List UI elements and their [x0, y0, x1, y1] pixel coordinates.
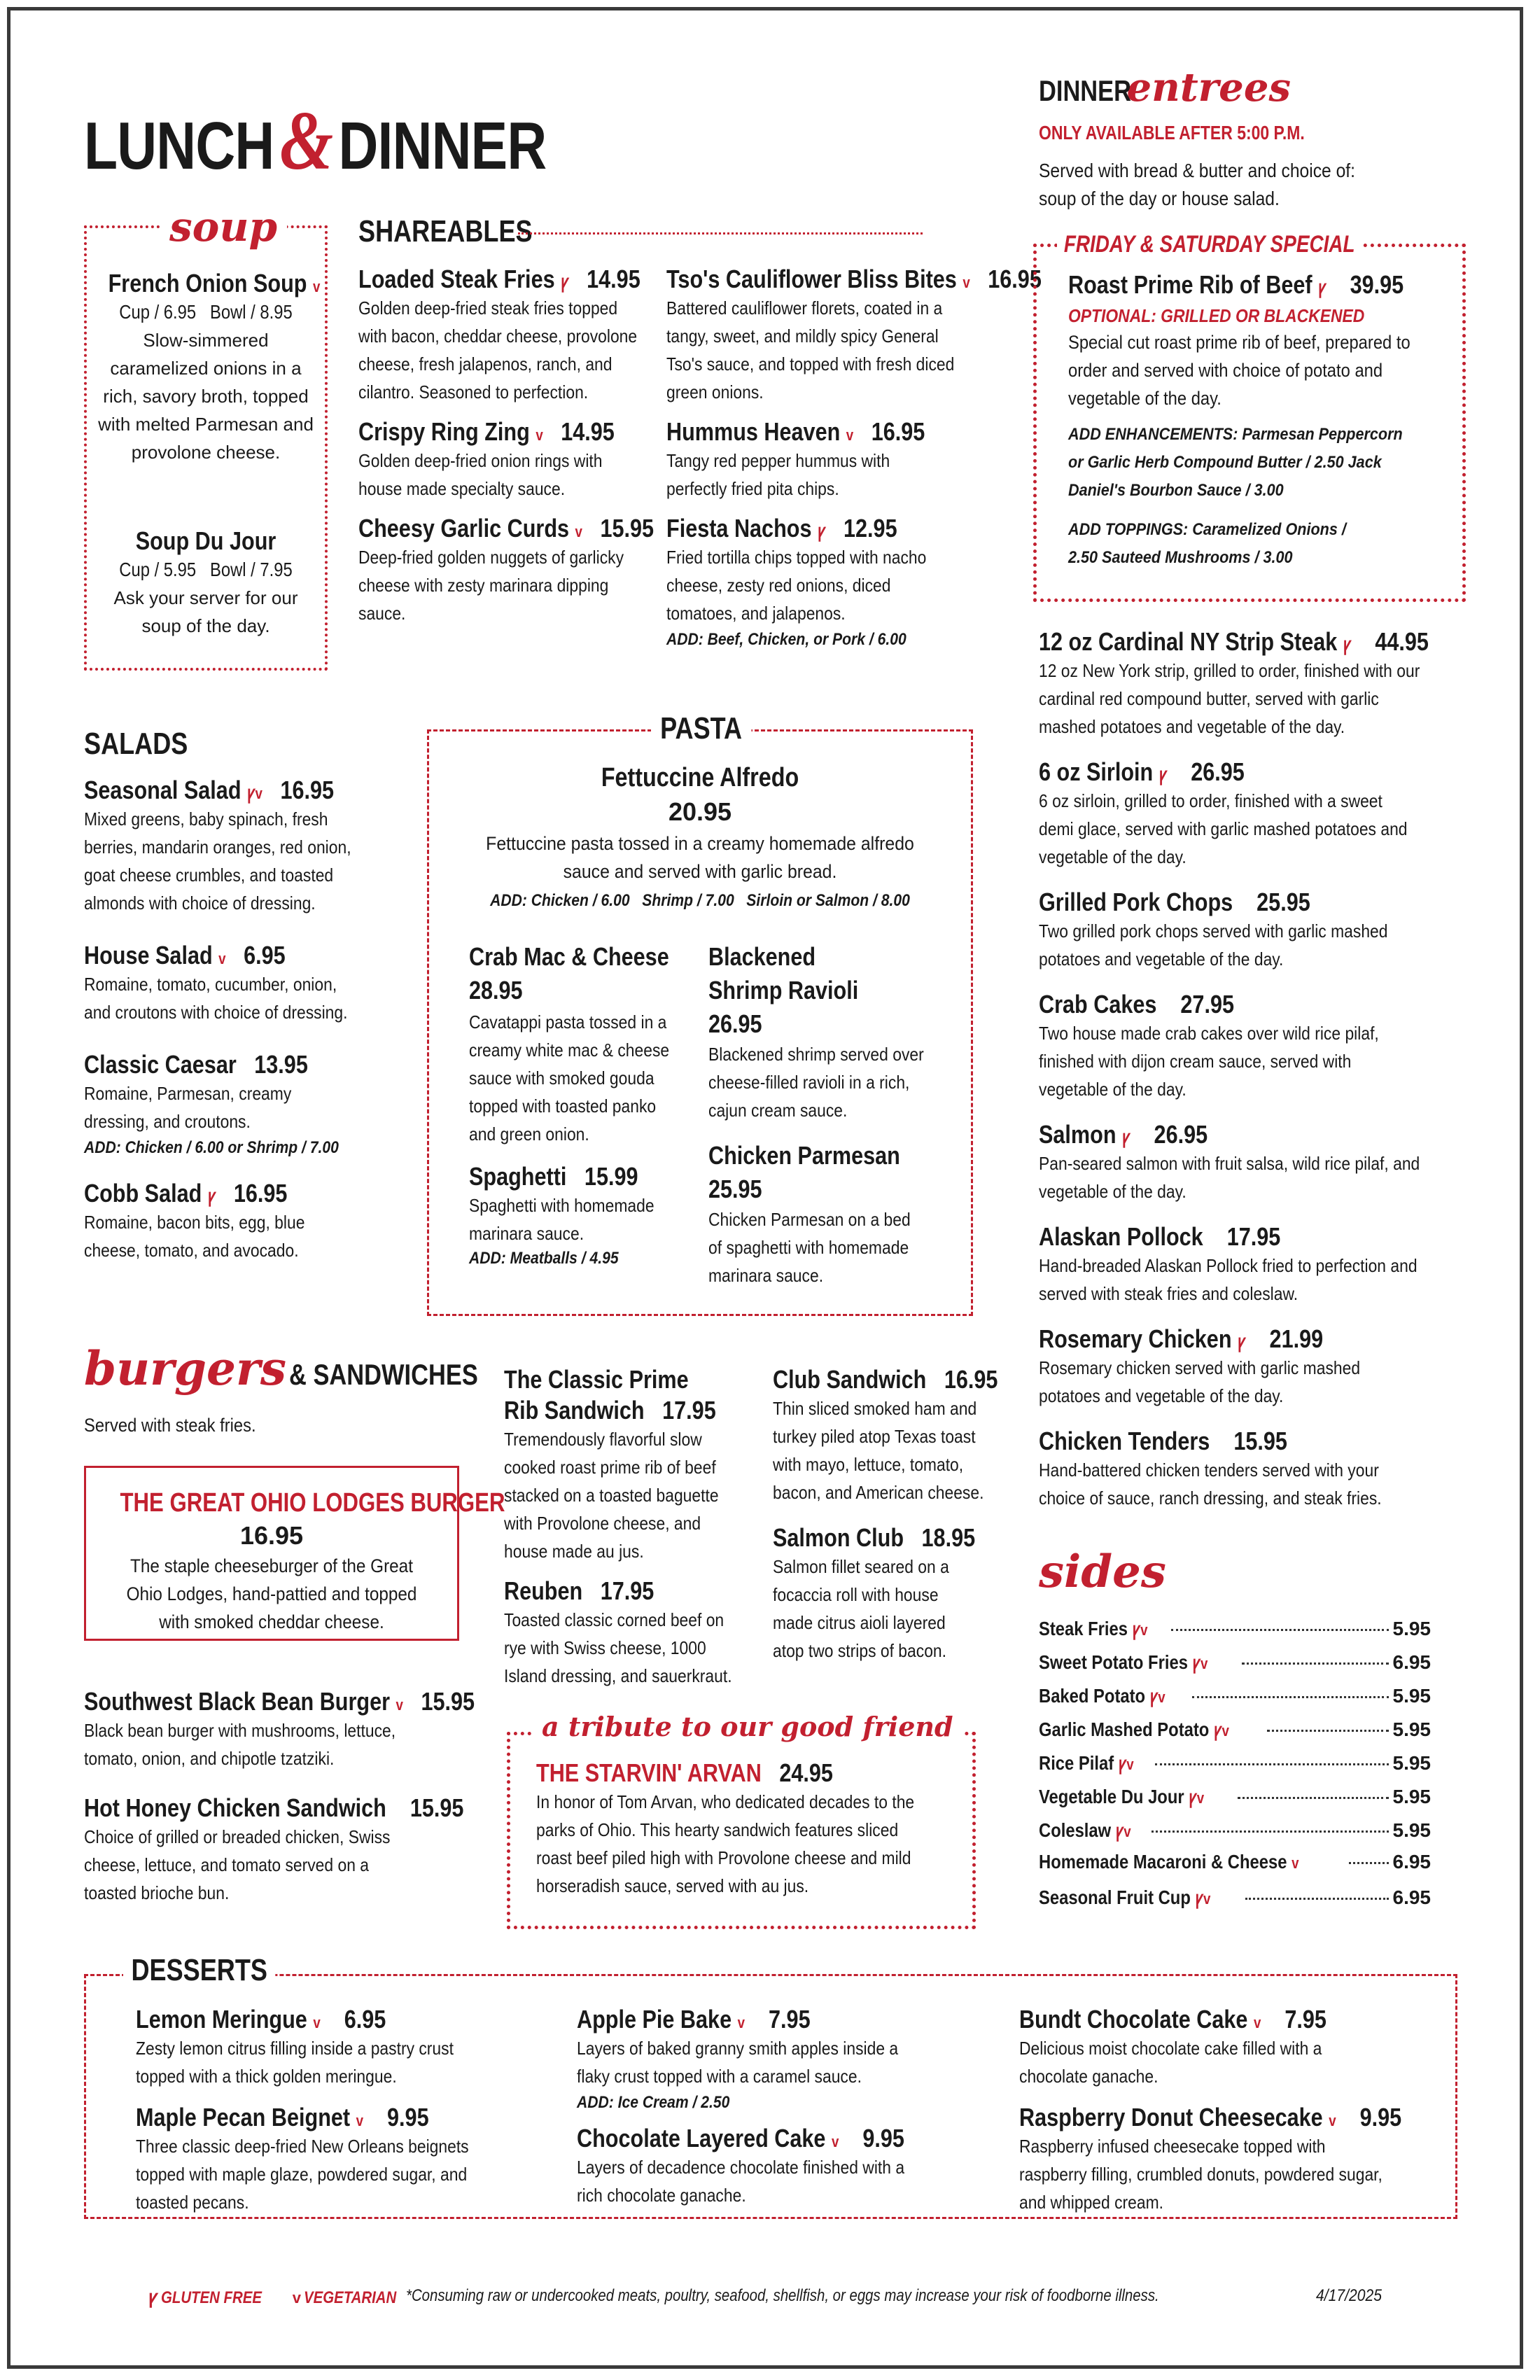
- shareables-rule: [518, 232, 923, 234]
- menu-item: Salmon Club 18.95 Salmon fillet seared on a focaccia roll with house made citrus aioli layered atop two strips of bacon.: [773, 1523, 976, 1661]
- desserts-col-1: [136, 2005, 542, 2216]
- vegetarian-icon: v: [1222, 1722, 1229, 1740]
- vegetarian-icon: v: [292, 2289, 302, 2306]
- menu-item: House Salad v 6.95 Romaine, tomato, cucumber, onion, and croutons with choice of dressing.: [84, 941, 348, 1023]
- special-option: OPTIONAL: GRILLED OR BLACKENED: [1068, 305, 1365, 326]
- menu-item: Reuben 17.95 Toasted classic corned beef on rye with Swiss cheese, 1000 Island dressing, and sauerkraut.: [504, 1576, 732, 1686]
- gluten-free-icon: ꝩ: [1158, 764, 1168, 785]
- pasta-feature-name: Fettuccine Alfredo: [601, 763, 799, 792]
- vegetarian-icon: v: [1253, 2014, 1261, 2031]
- menu-item: Grilled Pork Chops 25.95 Two grilled pork chops served with garlic mashed potatoes and vegetable of the day.: [1039, 888, 1388, 969]
- vegetarian-icon: v: [1158, 1688, 1166, 1706]
- vegetarian-icon: v: [356, 2112, 364, 2129]
- salads-col: [84, 776, 413, 1264]
- gluten-free-icon: ꝩ: [1318, 276, 1326, 298]
- vegetarian-icon: v: [575, 523, 582, 540]
- burgers-left-col: [84, 1687, 476, 1907]
- side-item: Vegetable Du Jour ꝩv 5.95: [1039, 1786, 1431, 1807]
- menu-item: Lemon Meringue v 6.95 Zesty lemon citrus filling inside a pastry crust topped with a thick golden meringue.: [136, 2005, 454, 2087]
- pasta-feature: [434, 763, 966, 911]
- special-heading: FRIDAY & SATURDAY SPECIAL: [1057, 231, 1362, 258]
- page-title: [84, 92, 546, 189]
- gluten-free-icon: ꝩ: [1149, 1686, 1158, 1707]
- menu-item: Club Sandwich 16.95 Thin sliced smoked ham and turkey piled atop Texas toast with mayo, lettuce, tomato, bacon, and American cheese.: [773, 1365, 998, 1503]
- menu-item: Chocolate Layered Cake v 9.95 Layers of decadence chocolate finished with a rich chocolate ganache.: [577, 2124, 905, 2206]
- gluten-free-icon: ꝩ: [1213, 1719, 1222, 1740]
- side-item: Steak Fries ꝩv 5.95: [1039, 1618, 1431, 1639]
- featured-burger: [87, 1488, 505, 1636]
- menu-item: Loaded Steak Fries ꝩ 14.95 Golden deep-fried steak fries topped with bacon, cheddar cheese, provolone cheese, fresh jalapenos, ranch, and cilantro. Seasoned to perfection.: [358, 265, 640, 402]
- burgers-heading: [84, 1341, 519, 1396]
- vegetarian-icon: v: [313, 278, 321, 295]
- gluten-free-icon: ꝩ: [1192, 1652, 1201, 1673]
- featured-burger-name: THE GREAT OHIO LODGES BURGER: [120, 1488, 505, 1518]
- menu-item: Spaghetti 15.99 Spaghetti with homemade marinara sauce. ADD: Meatballs / 4.95: [469, 1162, 700, 1268]
- vegetarian-icon: v: [255, 785, 262, 802]
- tribute-item-name: THE STARVIN' ARVAN: [536, 1758, 762, 1787]
- gluten-free-icon: ꝩ: [247, 782, 255, 803]
- gluten-free-icon: ꝩ: [1189, 1786, 1197, 1807]
- footer-date: 4/17/2025: [1316, 2286, 1382, 2305]
- tribute-item-desc: In honor of Tom Arvan, who dedicated decades to the parks of Ohio. This hearty sandwich features sliced roast beef piled high with Provolone cheese and mild horseradish sauce, served with au jus.: [536, 1791, 915, 1896]
- gluten-free-icon: ꝩ: [817, 520, 826, 541]
- title-ampersand: &: [279, 94, 333, 187]
- soup-desc: Slow-simmered caramelized onions in a rich, savory broth, topped with melted Parmesan and provolone cheese.: [98, 330, 314, 463]
- title-dinner: DINNER: [338, 108, 547, 183]
- soup-item: [91, 526, 321, 640]
- gluten-free-icon: ꝩ: [1238, 1331, 1246, 1352]
- gluten-free-icon: ꝩ: [1343, 634, 1352, 654]
- menu-item: Bundt Chocolate Cake v 7.95 Delicious moist chocolate cake filled with a chocolate ganache.: [1019, 2005, 1326, 2087]
- soup-item-name: French Onion Soup: [108, 269, 307, 298]
- menu-item: Hot Honey Chicken Sandwich 15.95 Choice of grilled or breaded chicken, Swiss cheese, lettuce, and tomato served on a toasted brioche bun.: [84, 1793, 464, 1903]
- soup-item: [91, 269, 321, 466]
- special-toppings: ADD TOPPINGS: Caramelized Onions / 2.50 Sauteed Mushrooms / 3.00: [1068, 520, 1346, 567]
- vegetarian-icon: v: [1200, 1655, 1208, 1672]
- gluten-free-legend: GLUTEN FREE: [160, 2288, 262, 2307]
- add-on-text: ADD: Chicken / 6.00 Shrimp / 7.00 Sirloin or Salmon / 8.00: [490, 891, 910, 910]
- footer-disclaimer: *Consuming raw or undercooked meats, poultry, seafood, shellfish, or eggs may increase your risk of foodborne illness.: [406, 2286, 1159, 2305]
- tribute-heading: a tribute to our good friend: [532, 1711, 963, 1742]
- menu-item: Rosemary Chicken ꝩ 21.99 Rosemary chicken served with garlic mashed potatoes and vegetable of the day.: [1039, 1324, 1361, 1406]
- soup-prices: Cup / 6.95 Bowl / 8.95: [119, 301, 293, 323]
- menu-item: 6 oz Sirloin ꝩ 26.95 6 oz sirloin, grilled to order, finished with a sweet demi glace, served with garlic mashed potatoes and vegetable of the day.: [1039, 757, 1408, 867]
- vegetarian-icon: v: [846, 426, 854, 444]
- sides-heading: sides: [1039, 1546, 1166, 1598]
- vegetarian-icon: v: [1292, 1854, 1299, 1872]
- side-item: Seasonal Fruit Cup ꝩv 6.95: [1039, 1886, 1431, 1908]
- gluten-free-icon: ꝩ: [1115, 1820, 1124, 1841]
- burgers-mid-col: [504, 1365, 756, 1690]
- gluten-free-icon: ꝩ: [148, 2286, 158, 2307]
- menu-item: Crab Mac & Cheese 28.95 Cavatappi pasta tossed in a creamy white mac & cheese sauce with smoked gouda topped with toasted panko and green onion.: [469, 942, 670, 1144]
- gluten-free-icon: ꝩ: [1195, 1887, 1203, 1908]
- side-item: Sweet Potato Fries ꝩv 6.95: [1039, 1651, 1431, 1673]
- burgers-heading-rest: & SANDWICHES: [289, 1358, 479, 1391]
- menu-item: Blackened Shrimp Ravioli 26.95 Blackened shrimp served over cheese-filled ravioli in a rich, cajun cream sauce.: [708, 942, 924, 1121]
- entrees-note: Served with bread & butter and choice of: soup of the day or house salad.: [1039, 160, 1356, 209]
- vegetarian-icon: v: [313, 2014, 321, 2031]
- gluten-free-icon: ꝩ: [561, 271, 569, 292]
- desserts-col-2: [577, 2005, 983, 2209]
- menu-item: Raspberry Donut Cheesecake v 9.95 Raspberry infused cheesecake topped with raspberry filling, crumbled donuts, powdered sugar, and whipped cream.: [1019, 2103, 1402, 2213]
- entrees-availability: ONLY AVAILABLE AFTER 5:00 P.M.: [1039, 122, 1305, 144]
- vegetarian-icon: v: [218, 950, 226, 967]
- pasta-feature-desc: Fettuccine pasta tossed in a creamy homemade alfredo sauce and served with garlic bread.: [486, 833, 914, 882]
- menu-item: Cheesy Garlic Curds v 15.95 Deep-fried golden nuggets of garlicky cheese with zesty marinara dipping sauce.: [358, 514, 654, 624]
- vegetarian-icon: v: [737, 2014, 746, 2031]
- add-on-text: ADD: Meatballs / 4.95: [469, 1249, 619, 1268]
- featured-burger-desc: The staple cheeseburger of the Great Ohio Lodges, hand-pattied and topped with smoked cheddar cheese.: [126, 1555, 417, 1632]
- vegetarian-icon: v: [1329, 2112, 1336, 2129]
- menu-item: 12 oz Cardinal NY Strip Steak ꝩ 44.95 12 oz New York strip, grilled to order, finished with our cardinal red compound butter, served with garlic mashed potatoes and vegetable of the day.: [1039, 627, 1429, 737]
- add-on-text: ADD: Ice Cream / 2.50: [577, 2093, 730, 2112]
- side-item: Coleslaw ꝩv 5.95: [1039, 1819, 1431, 1841]
- menu-item: Southwest Black Bean Burger v 15.95 Black bean burger with mushrooms, lettuce, tomato, onion, and chipotle tzatziki.: [84, 1687, 475, 1769]
- vegetarian-icon: v: [1124, 1823, 1131, 1840]
- menu-item: Cobb Salad ꝩ 16.95 Romaine, bacon bits, egg, blue cheese, tomato, and avocado.: [84, 1179, 305, 1261]
- special-item: Roast Prime Rib of Beef ꝩ 39.95 OPTIONAL: GRILLED OR BLACKENED Special cut roast prime rib of beef, prepared to order and served with choice of potato and vegetable of the day. ADD ENHANCEMENTS: Parmesan Peppercorn or Garlic Herb Compound Butter / 2.50 Jack Daniel's Bourbon Sauce / 3.00 ADD TOPPINGS: Caramelized Onions / 2.50 Sauteed Mushrooms / 3.00: [1068, 270, 1453, 572]
- gluten-free-icon: ꝩ: [207, 1185, 216, 1206]
- burgers-heading-script: burgers: [84, 1341, 286, 1396]
- soup-prices: Cup / 5.95 Bowl / 7.95: [119, 559, 293, 580]
- soup-heading: soup: [160, 203, 287, 251]
- burgers-note: Served with steak fries.: [84, 1415, 256, 1436]
- add-on-text: ADD: Chicken / 6.00 or Shrimp / 7.00: [84, 1138, 339, 1157]
- menu-item: Classic Caesar 13.95 Romaine, Parmesan, creamy dressing, and croutons. ADD: Chicken / 6.00 or Shrimp / 7.00: [84, 1050, 413, 1158]
- menu-item: Tso's Cauliflower Bliss Bites v 16.95 Battered cauliflower florets, coated in a tangy, sweet, and mildly spicy General Tso's sauce, and topped with fresh diced green onions.: [666, 265, 1042, 402]
- vegetarian-icon: v: [1126, 1756, 1134, 1773]
- desserts-heading: DESSERTS: [123, 1953, 275, 1988]
- add-on-text: ADD: Beef, Chicken, or Pork / 6.00: [666, 630, 906, 649]
- footer-legend: [148, 2283, 413, 2309]
- menu-item: Chicken Tenders 15.95 Hand-battered chicken tenders served with your choice of sauce, ranch dressing, and steak fries.: [1039, 1427, 1382, 1508]
- title-lunch: LUNCH: [84, 108, 274, 183]
- vegetarian-icon: v: [962, 274, 970, 291]
- shareables-heading: SHAREABLES: [358, 214, 533, 248]
- menu-item: Crab Cakes 27.95 Two house made crab cakes over wild rice pilaf, finished with dijon cream sauce, served with vegetable of the day.: [1039, 990, 1379, 1100]
- salads-heading: SALADS: [84, 727, 188, 761]
- side-item: Baked Potato ꝩv 5.95: [1039, 1685, 1431, 1707]
- vegetarian-legend: VEGETARIAN: [304, 2288, 397, 2307]
- tribute-item-price: 24.95: [779, 1758, 833, 1787]
- vegetarian-icon: v: [396, 1696, 403, 1714]
- pasta-left-col: [469, 942, 700, 1268]
- shareables-left-col: [358, 265, 652, 627]
- menu-item: The Classic Prime Rib Sandwich 17.95 Tremendously flavorful slow cooked roast prime rib of beef stacked on a toasted baguette with Provolone cheese, and house made au jus.: [504, 1365, 719, 1562]
- pasta-feature-price: 20.95: [668, 797, 732, 826]
- vegetarian-icon: v: [831, 2133, 839, 2150]
- menu-item: Chicken Parmesan 25.95 Chicken Parmesan on a bed of spaghetti with homemade marinara sauce.: [708, 1141, 911, 1286]
- special-desc: Special cut roast prime rib of beef, prepared to order and served with choice of potato and vegetable of the day.: [1068, 332, 1410, 409]
- pasta-right-col: [708, 942, 960, 1289]
- side-item: Homemade Macaroni & Cheese v 6.95: [1039, 1851, 1431, 1872]
- entrees-heading: [1039, 64, 1291, 111]
- desserts-col-3: [1019, 2005, 1425, 2216]
- side-item: Garlic Mashed Potato ꝩv 5.95: [1039, 1718, 1431, 1740]
- featured-burger-price: 16.95: [239, 1521, 304, 1550]
- menu-item: Hummus Heaven v 16.95 Tangy red pepper hummus with perfectly fried pita chips.: [666, 417, 925, 499]
- entrees-heading-script: entrees: [1126, 64, 1291, 111]
- vegetarian-icon: v: [1203, 1890, 1211, 1907]
- menu-item: Salmon ꝩ 26.95 Pan-seared salmon with fruit salsa, wild rice pilaf, and vegetable of the day.: [1039, 1120, 1420, 1202]
- gluten-free-icon: ꝩ: [1132, 1618, 1141, 1639]
- pasta-heading: PASTA: [651, 711, 751, 746]
- shareables-right-col: [666, 265, 1042, 650]
- vegetarian-icon: v: [536, 426, 543, 444]
- menu-item: Fiesta Nachos ꝩ 12.95 Fried tortilla chips topped with nacho cheese, zesty red onions, diced tomatoes, and jalapenos. ADD: Beef, Chicken, or Pork / 6.00: [666, 514, 1002, 650]
- special-enhancements: ADD ENHANCEMENTS: Parmesan Peppercorn or Garlic Herb Compound Butter / 2.50 Jack Daniel's Bourbon Sauce / 3.00: [1068, 425, 1403, 500]
- menu-item: Maple Pecan Beignet v 9.95 Three classic deep-fried New Orleans beignets topped with maple glaze, powdered sugar, and toasted pecans.: [136, 2103, 469, 2213]
- tribute-item: [536, 1758, 956, 1900]
- side-item: Rice Pilaf ꝩv 5.95: [1039, 1752, 1431, 1774]
- soup-item-name: Soup Du Jour: [135, 526, 276, 555]
- burgers-right-col: [773, 1365, 1011, 1665]
- gluten-free-icon: ꝩ: [1122, 1126, 1130, 1147]
- soup-desc: Ask your server for our soup of the day.: [113, 587, 298, 636]
- entrees-list: [1039, 627, 1445, 1512]
- menu-item: Apple Pie Bake v 7.95 Layers of baked granny smith apples inside a flaky crust topped with a caramel sauce. ADD: Ice Cream / 2.50: [577, 2005, 983, 2113]
- menu-item: Seasonal Salad ꝩv 16.95 Mixed greens, baby spinach, fresh berries, mandarin oranges, red onion, goat cheese crumbles, and toasted almonds with choice of dressing.: [84, 776, 351, 913]
- vegetarian-icon: v: [1140, 1621, 1148, 1639]
- menu-item: Alaskan Pollock 17.95 Hand-breaded Alaskan Pollock fried to perfection and served with steak fries and coleslaw.: [1039, 1222, 1418, 1304]
- entrees-heading-plain: DINNER: [1039, 74, 1132, 107]
- vegetarian-icon: v: [1196, 1789, 1205, 1807]
- menu-item: Crispy Ring Zing v 14.95 Golden deep-fried onion rings with house made specialty sauce.: [358, 417, 615, 499]
- gluten-free-icon: ꝩ: [1118, 1753, 1127, 1774]
